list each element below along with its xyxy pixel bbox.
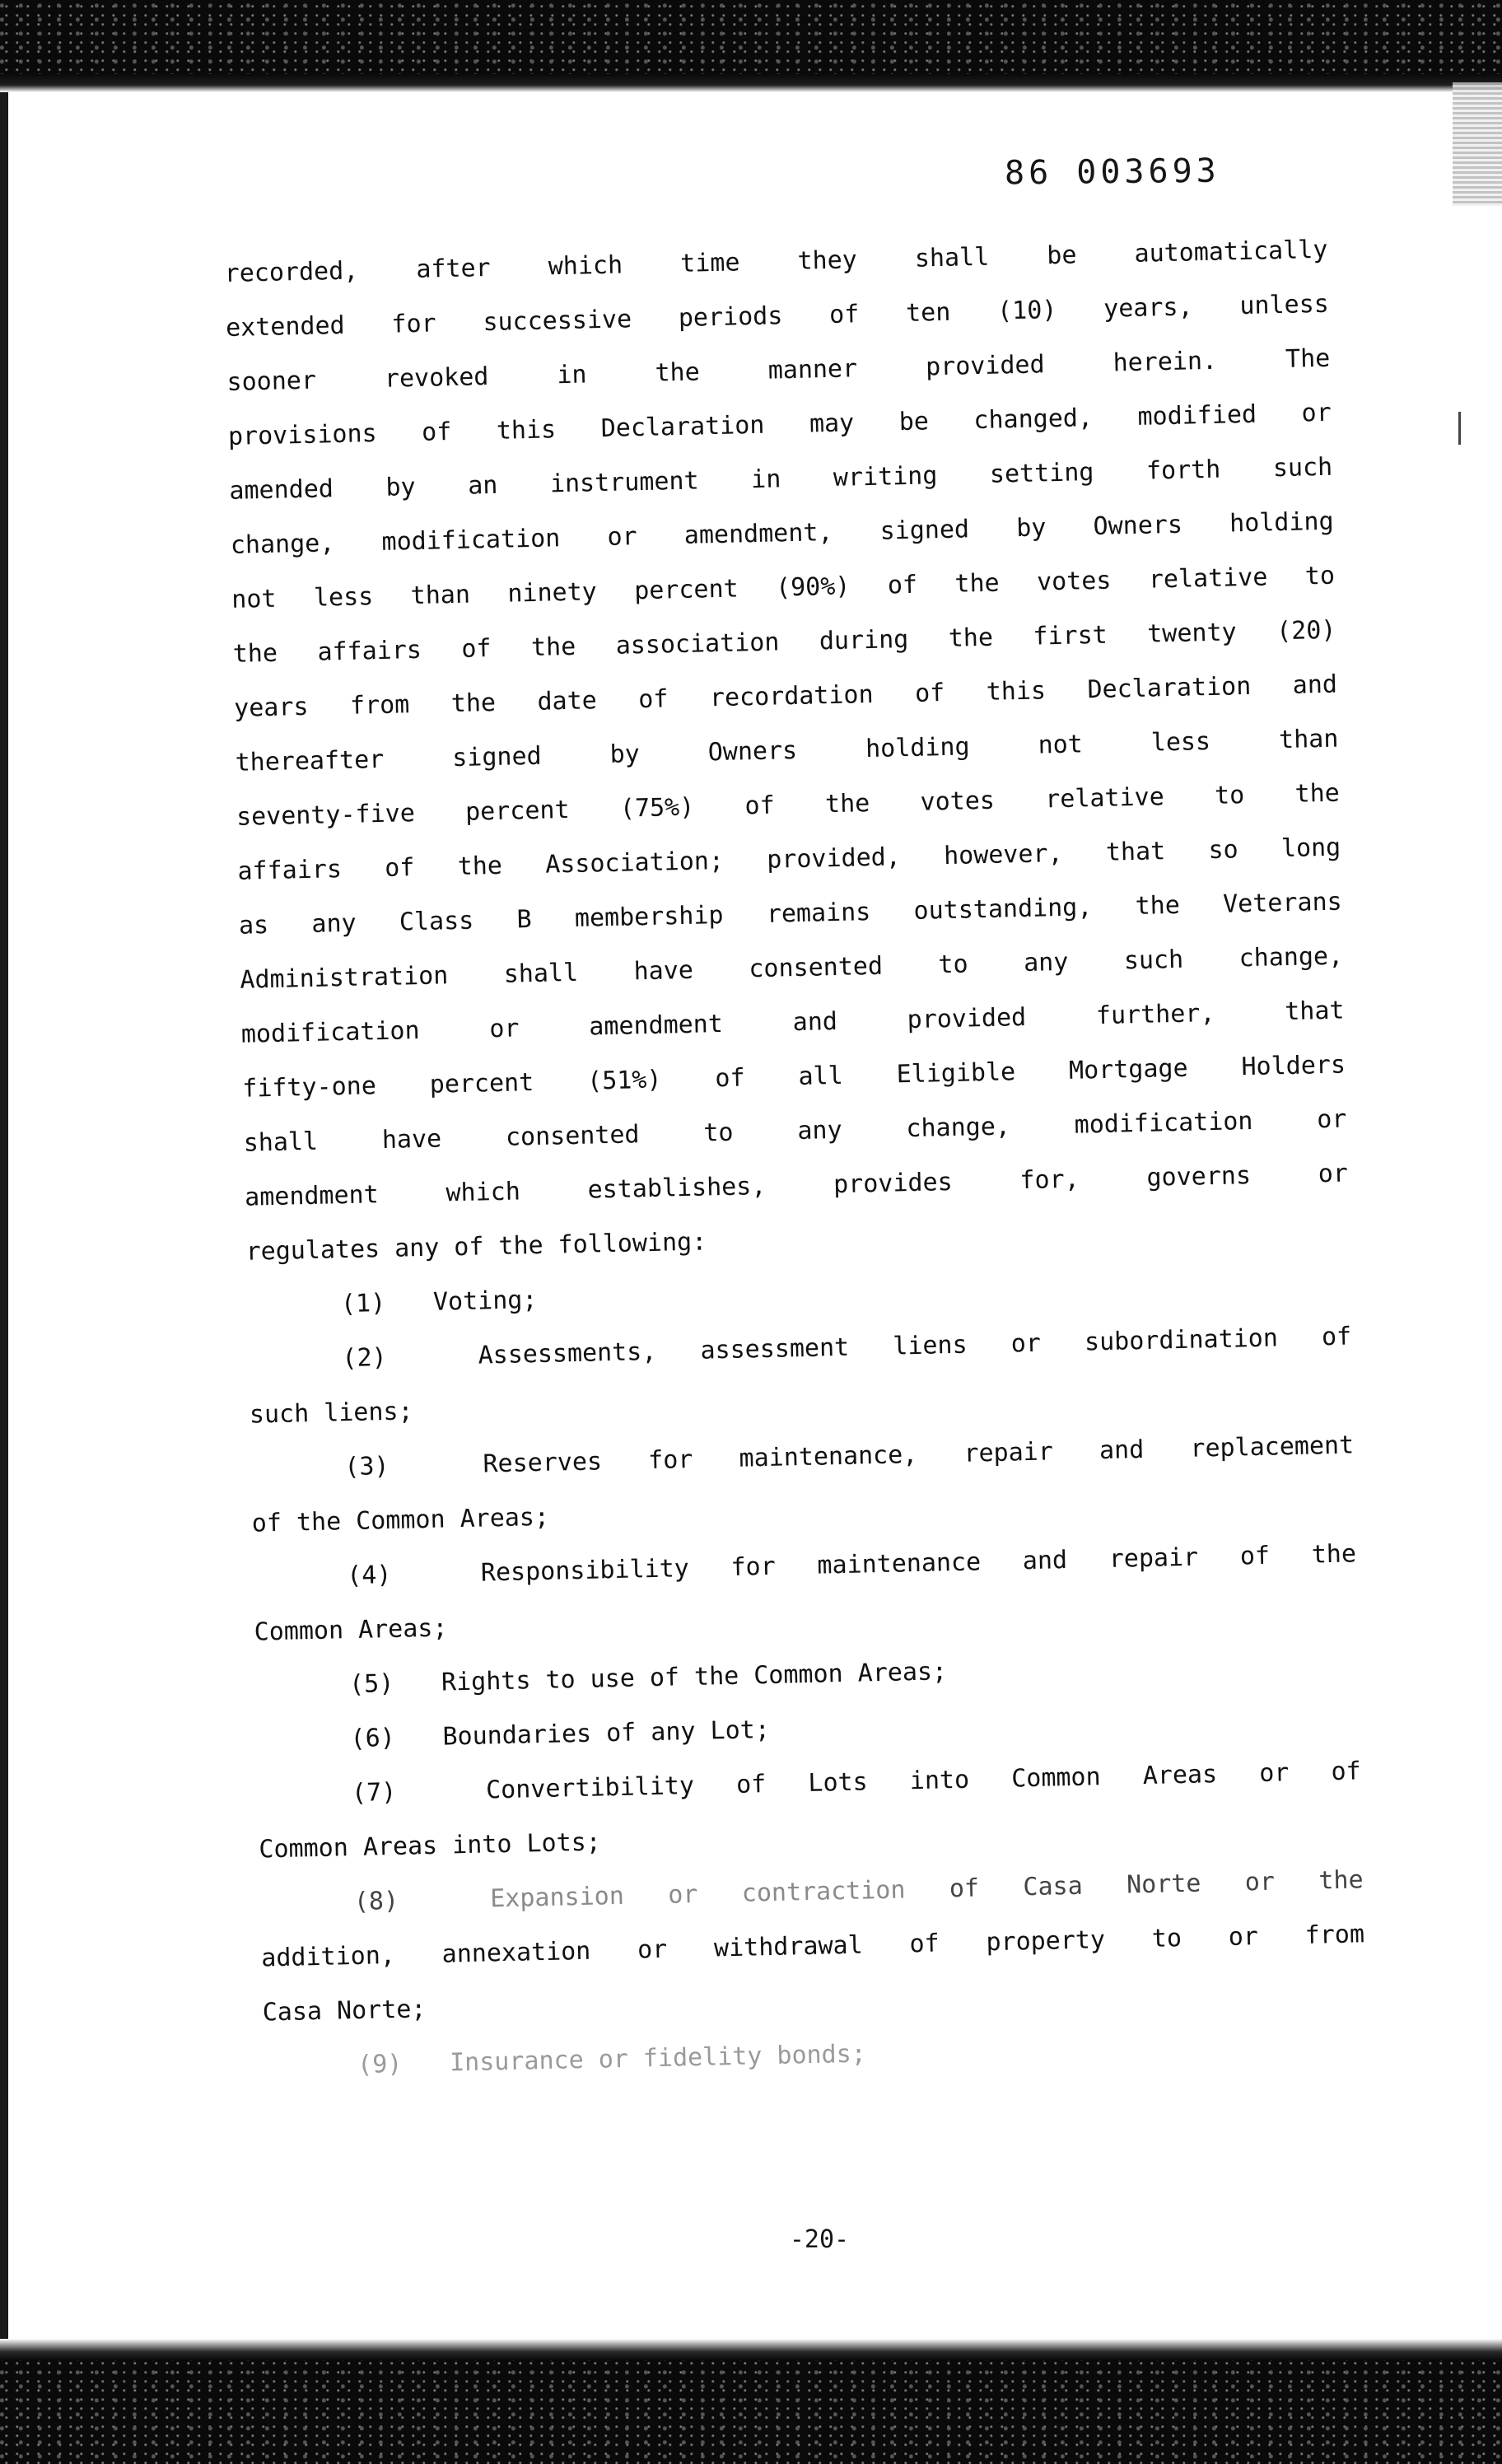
list-item-number: (3) <box>343 1451 389 1482</box>
word: twenty <box>1146 618 1238 649</box>
word: for <box>647 1444 693 1476</box>
word: be <box>1046 240 1077 271</box>
word: the <box>1311 1539 1357 1570</box>
word: not <box>1038 730 1084 760</box>
page-number: -20- <box>789 2225 850 2254</box>
word: maintenance <box>817 1547 982 1580</box>
word: automatically <box>1134 235 1328 268</box>
word: fifty-one <box>241 1071 377 1104</box>
word: modification <box>1074 1107 1253 1140</box>
word: Owners <box>707 735 798 768</box>
word: outstanding, <box>913 893 1093 926</box>
word: Mortgage <box>1068 1053 1188 1085</box>
word: ten <box>905 297 951 328</box>
word: or <box>1010 1328 1042 1359</box>
word: such <box>1123 945 1184 976</box>
word: the <box>954 568 1001 599</box>
word: of <box>828 300 860 329</box>
word: the <box>824 789 870 819</box>
word: they <box>797 245 858 276</box>
word: amendment, <box>683 517 833 550</box>
word: Declaration <box>1087 671 1252 705</box>
word: thereafter <box>235 744 385 777</box>
word: of <box>453 1232 484 1262</box>
word: have <box>381 1124 442 1155</box>
word: Convertibility <box>485 1771 695 1805</box>
word: years <box>233 692 309 723</box>
list-item-number: (2) <box>342 1343 388 1374</box>
word: setting <box>989 458 1094 489</box>
word: the <box>232 638 278 669</box>
word: provided <box>925 350 1045 382</box>
list-item-number: (1) <box>340 1289 386 1319</box>
declaration-paragraph <box>224 223 1349 1225</box>
word: that <box>1105 837 1166 867</box>
word: or <box>1228 1922 1259 1952</box>
word: (75%) <box>619 792 695 824</box>
word: Class <box>399 906 474 937</box>
word: change, <box>1238 941 1344 973</box>
word: during <box>819 624 909 656</box>
word: instrument <box>549 466 699 499</box>
word: to <box>703 1118 734 1148</box>
list-item-continuation: Common Areas into Lots; <box>259 1827 602 1864</box>
word: the <box>948 623 994 653</box>
word: Eligible <box>896 1057 1016 1090</box>
word: time <box>679 248 740 278</box>
word: percent <box>464 796 570 827</box>
word: modification <box>240 1016 420 1049</box>
word: by <box>609 740 641 769</box>
word: Casa <box>1023 1871 1084 1902</box>
word: of <box>461 634 492 664</box>
word: so <box>1208 835 1238 866</box>
word: less <box>313 582 374 613</box>
word: Assessments, <box>478 1337 657 1370</box>
word: for <box>730 1552 777 1582</box>
word: than <box>410 580 471 611</box>
word: further, <box>1095 998 1215 1031</box>
word: provides <box>833 1167 954 1200</box>
word: Veterans <box>1222 887 1342 919</box>
word: (10) <box>996 295 1057 326</box>
word: percent <box>633 574 739 606</box>
list-item-continuation: of the Common Areas; <box>251 1502 550 1538</box>
word: regulates <box>245 1234 380 1267</box>
word: modified <box>1137 399 1257 432</box>
word: or <box>607 522 637 552</box>
word: B <box>516 905 533 935</box>
word: percent <box>429 1068 534 1099</box>
word: any <box>311 908 357 939</box>
word: to <box>1304 561 1336 591</box>
document-number: 86 003693 <box>1004 152 1220 193</box>
word: in <box>750 464 781 495</box>
word: of <box>1321 1322 1352 1352</box>
word: modification <box>381 524 561 557</box>
scan-edge-mark <box>1458 412 1461 445</box>
word: Responsibility <box>480 1554 690 1588</box>
word: establishes, <box>587 1171 767 1205</box>
word: repair <box>1108 1542 1199 1574</box>
word: the <box>655 357 701 388</box>
word: by <box>385 472 416 502</box>
word: any <box>394 1233 440 1263</box>
word: association <box>615 628 780 660</box>
word: any <box>797 1115 842 1146</box>
word: relative <box>1044 782 1165 814</box>
word: signed <box>451 741 543 773</box>
word: assessment <box>700 1332 850 1365</box>
word: of <box>949 1874 980 1904</box>
word: to <box>938 950 968 980</box>
word: property <box>986 1925 1106 1958</box>
word: or <box>489 1014 520 1044</box>
word: consented <box>749 951 884 984</box>
word: provided, <box>766 842 902 875</box>
word: Lots <box>808 1767 869 1798</box>
word: or <box>1316 1104 1347 1135</box>
list-item-text: Boundaries of any Lot; <box>442 1715 771 1752</box>
word: the <box>1318 1865 1364 1896</box>
word: years, <box>1103 292 1193 324</box>
word: annexation <box>441 1936 591 1969</box>
word: shall <box>243 1127 319 1158</box>
word: first <box>1033 620 1108 651</box>
word: not <box>231 584 277 614</box>
word: or <box>637 1934 668 1965</box>
word: Administration <box>240 961 449 995</box>
word: any <box>1023 947 1069 978</box>
word: of <box>1239 1541 1271 1571</box>
word: for <box>391 309 437 339</box>
word: following: <box>557 1227 707 1260</box>
word: be <box>898 407 930 437</box>
list-item-number: (6) <box>350 1723 396 1754</box>
word: the <box>498 1230 543 1262</box>
list-item-continuation: Common Areas; <box>254 1613 448 1647</box>
word: ninety <box>507 577 598 609</box>
word: revoked <box>384 362 489 394</box>
word: to <box>1151 1924 1182 1953</box>
word: holding <box>1229 506 1334 539</box>
word: votes <box>1036 566 1112 597</box>
scan-border-top <box>0 0 1502 92</box>
word: long <box>1280 833 1341 864</box>
word: may <box>809 408 855 439</box>
word: of <box>637 684 669 715</box>
list-item-number: (8) <box>353 1886 399 1917</box>
word: Association; <box>544 846 725 880</box>
word: that <box>1284 996 1345 1027</box>
word: of <box>744 791 776 821</box>
word: The <box>1285 343 1331 374</box>
word: (90%) <box>775 572 851 603</box>
word: Expansion <box>489 1881 625 1914</box>
word: withdrawal <box>713 1930 864 1963</box>
word: (51%) <box>586 1065 662 1096</box>
word: amendment <box>244 1180 380 1212</box>
list-item-text: Insurance or fidelity bonds; <box>449 2039 867 2078</box>
word: of <box>735 1770 767 1799</box>
word: have <box>633 955 694 987</box>
word: Norte <box>1126 1869 1201 1900</box>
word: Owners <box>1093 510 1183 542</box>
word: replacement <box>1190 1430 1355 1463</box>
word: in <box>557 360 587 390</box>
word: unless <box>1239 289 1330 321</box>
word: sooner <box>226 366 317 397</box>
word: shall <box>914 242 990 273</box>
scan-edge-strip <box>1453 82 1502 206</box>
word: the <box>1135 890 1181 922</box>
scan-border-left <box>0 92 8 2339</box>
word: date <box>537 686 598 716</box>
word: Holders <box>1241 1050 1346 1082</box>
word: changed, <box>973 404 1094 436</box>
word: membership <box>574 900 724 933</box>
word: the <box>530 632 576 662</box>
word: as <box>238 911 269 940</box>
word: herein. <box>1113 346 1218 378</box>
word: less <box>1150 727 1211 758</box>
word: or <box>667 1879 698 1910</box>
word: for, <box>1019 1164 1080 1196</box>
word: amendment <box>588 1010 724 1042</box>
word: provided <box>907 1002 1027 1035</box>
list-item-number: (7) <box>351 1777 397 1808</box>
word: maintenance, <box>739 1440 918 1473</box>
word: of <box>421 418 452 447</box>
word: which <box>445 1177 521 1208</box>
word: by <box>1015 513 1047 544</box>
word: manner <box>767 354 858 385</box>
word: to <box>1214 781 1245 810</box>
word: than <box>1278 724 1339 755</box>
list-item-number: (5) <box>348 1668 394 1700</box>
word: contraction <box>741 1875 906 1908</box>
word: seventy-five <box>236 799 416 832</box>
word: extended <box>225 310 345 343</box>
list-item-text: Voting; <box>432 1286 538 1317</box>
word: however, <box>943 838 1063 871</box>
word: relative <box>1148 562 1268 595</box>
word: signed <box>879 515 970 546</box>
word: of <box>715 1063 745 1094</box>
word: and <box>1022 1546 1068 1576</box>
word: which <box>548 250 623 282</box>
word: consented <box>505 1120 640 1152</box>
word: liens <box>892 1330 968 1361</box>
word: holding <box>865 732 970 764</box>
word: periods <box>678 301 783 333</box>
word: this <box>496 415 557 446</box>
list-item-continuation: Casa Norte; <box>262 1995 427 2028</box>
word: or <box>1244 1867 1276 1897</box>
scan-border-bottom <box>0 2339 1502 2464</box>
word: recordation <box>709 679 874 713</box>
word: the <box>457 851 503 881</box>
document-body <box>224 223 1368 2095</box>
word: of <box>909 1929 940 1959</box>
word: or <box>1301 398 1332 428</box>
word: and <box>792 1006 838 1038</box>
word: Areas <box>1142 1760 1218 1791</box>
word: or <box>1258 1758 1290 1789</box>
word: subordination <box>1084 1323 1279 1357</box>
list-item-number: (4) <box>346 1560 392 1591</box>
word: from <box>1304 1920 1365 1950</box>
word: recorded, <box>224 256 359 288</box>
word: and <box>1292 670 1338 700</box>
word: Reserves <box>483 1447 603 1479</box>
word: writing <box>833 461 938 492</box>
word: of <box>887 570 918 600</box>
word: forth <box>1145 455 1221 486</box>
word: into <box>909 1765 970 1796</box>
word: repair <box>963 1437 1054 1468</box>
word: all <box>798 1061 844 1092</box>
word: addition, <box>260 1940 396 1973</box>
word: of <box>384 853 415 883</box>
word: change, <box>906 1112 1011 1144</box>
word: affairs <box>237 855 343 886</box>
word: change, <box>230 529 335 560</box>
list-item-text: Rights to use of the Common Areas; <box>441 1657 948 1697</box>
word: provisions <box>227 419 377 451</box>
word: such <box>1272 452 1333 483</box>
word: of <box>1331 1757 1362 1787</box>
list-item-number: (9) <box>357 2049 403 2079</box>
word: (20) <box>1276 615 1336 646</box>
word: Declaration <box>600 410 765 444</box>
list-item-continuation: such liens; <box>249 1397 413 1430</box>
word: this <box>986 676 1047 707</box>
word: or <box>1318 1159 1349 1189</box>
word: an <box>467 470 498 501</box>
word: Common <box>1010 1762 1101 1794</box>
word: the <box>450 688 497 719</box>
word: of <box>914 679 945 708</box>
word: successive <box>483 305 632 338</box>
word: votes <box>920 786 996 817</box>
word: governs <box>1146 1161 1252 1192</box>
word: and <box>1099 1435 1145 1466</box>
word: amended <box>229 474 334 506</box>
word: the <box>1294 778 1341 809</box>
word: affairs <box>317 635 422 667</box>
word: shall <box>503 958 579 989</box>
word: remains <box>766 898 871 929</box>
word: from <box>349 690 410 721</box>
word: after <box>415 253 492 284</box>
